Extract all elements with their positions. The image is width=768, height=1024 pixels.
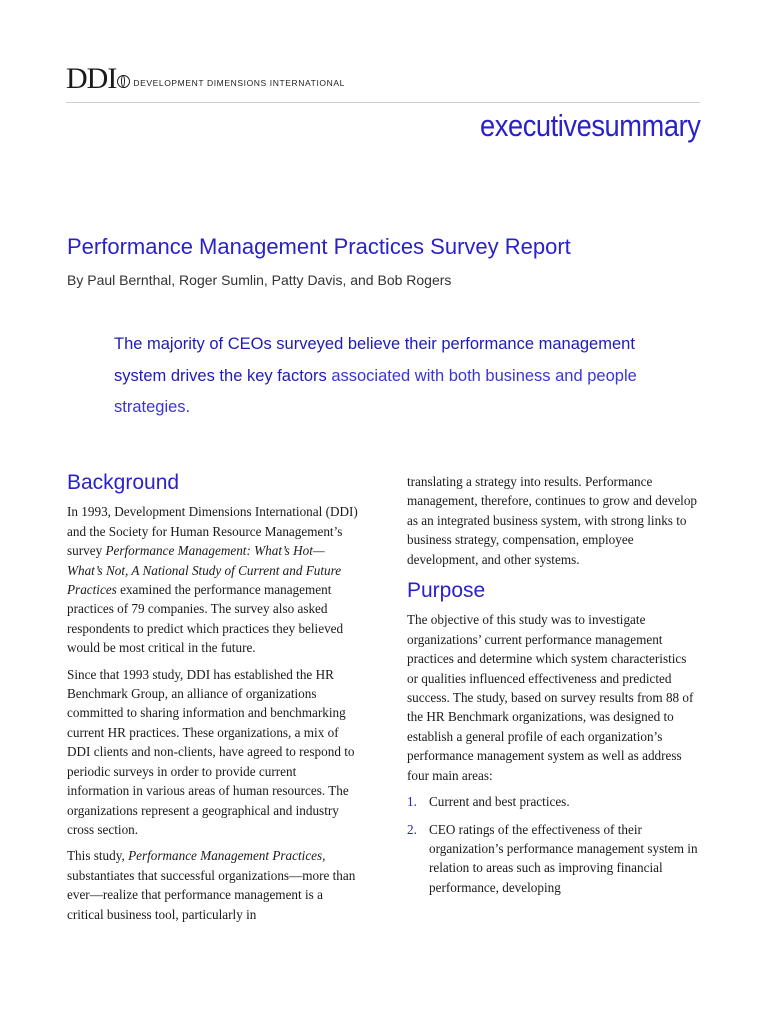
purpose-paragraph: The objective of this study was to investigate organizations’ current performance management practices and determine which system characteristics or qualities influenced effectiveness and predicted success. The study, based on survey results from 88 of the HR Benchmark organizations, was designed to establish a general profile of each organization’s performance management system as well as address four main areas: xyxy=(407,612,694,783)
continued-paragraph: translating a strategy into results. Performance management, therefore, continues to grow and develop as an integrated business system, with strong links to business strategy, compensation, employee development, and other systems. xyxy=(407,474,698,567)
background-paragraph-1: In 1993, Development Dimensions International (DDI) and the Society for Human Resource Management’s survey Performance Management: What’s Hot—What’s Not, A National Study of Current and Future Practices examined the performance management practices of 79 companies. The survey also asked respondents to predict which practices they believed would be most critical in the future. xyxy=(67,504,358,656)
right-column xyxy=(407,472,699,905)
callout-strong: The majority of CEOs surveyed believe their performance management system drives the key factors xyxy=(114,335,635,385)
exec-light: summary xyxy=(590,108,700,143)
report-title: Performance Management Practices Survey Report xyxy=(67,234,571,259)
globe-icon xyxy=(117,75,130,88)
list-item xyxy=(407,792,699,811)
background-paragraph-3: This study, Performance Management Practices, substantiates that successful organizations—more than ever—realize that performance management is a critical business tool, particularly in xyxy=(67,848,356,922)
logo-mark: DDI xyxy=(66,62,117,95)
study-name-italic: Performance Management Practices, xyxy=(128,848,326,864)
list-text: Current and best practices. xyxy=(429,794,570,810)
main-areas-list xyxy=(407,792,699,897)
left-column xyxy=(67,473,359,931)
report-authors: By Paul Bernthal, Roger Sumlin, Patty Davis, and Bob Rogers xyxy=(67,272,452,288)
callout-light: associated with both business and people strategies. xyxy=(114,366,637,416)
background-paragraph-2: Since that 1993 study, DDI has established the HR Benchmark Group, an alliance of organizations committed to sharing information and benchmarking current HR practices. These organizations, a mix of DDI clients and non-clients, have agreed to respond to periodic surveys in order to provide current information in various areas of human resources. The organizations represent a geographical and industry cross section. xyxy=(67,666,355,837)
list-number: 2. xyxy=(407,821,417,837)
list-text: CEO ratings of the effectiveness of their organization’s performance management system in relation to areas such as improving financial performance, developing xyxy=(429,821,698,895)
logo-company-name: DEVELOPMENT DIMENSIONS INTERNATIONAL xyxy=(133,78,345,88)
executive-summary-label xyxy=(480,108,700,144)
background-heading: Background xyxy=(67,471,180,494)
purpose-heading: Purpose xyxy=(407,579,486,603)
list-number: 1. xyxy=(407,794,417,810)
ddi-logo xyxy=(66,62,345,95)
list-item xyxy=(407,820,699,898)
study-title-italic: Performance Management: What’s Hot—What’s Not, A National Study of Current and Future Practices xyxy=(67,543,342,598)
header-divider xyxy=(66,102,700,103)
exec-bold: executive xyxy=(479,108,591,143)
key-finding-callout xyxy=(114,329,674,424)
